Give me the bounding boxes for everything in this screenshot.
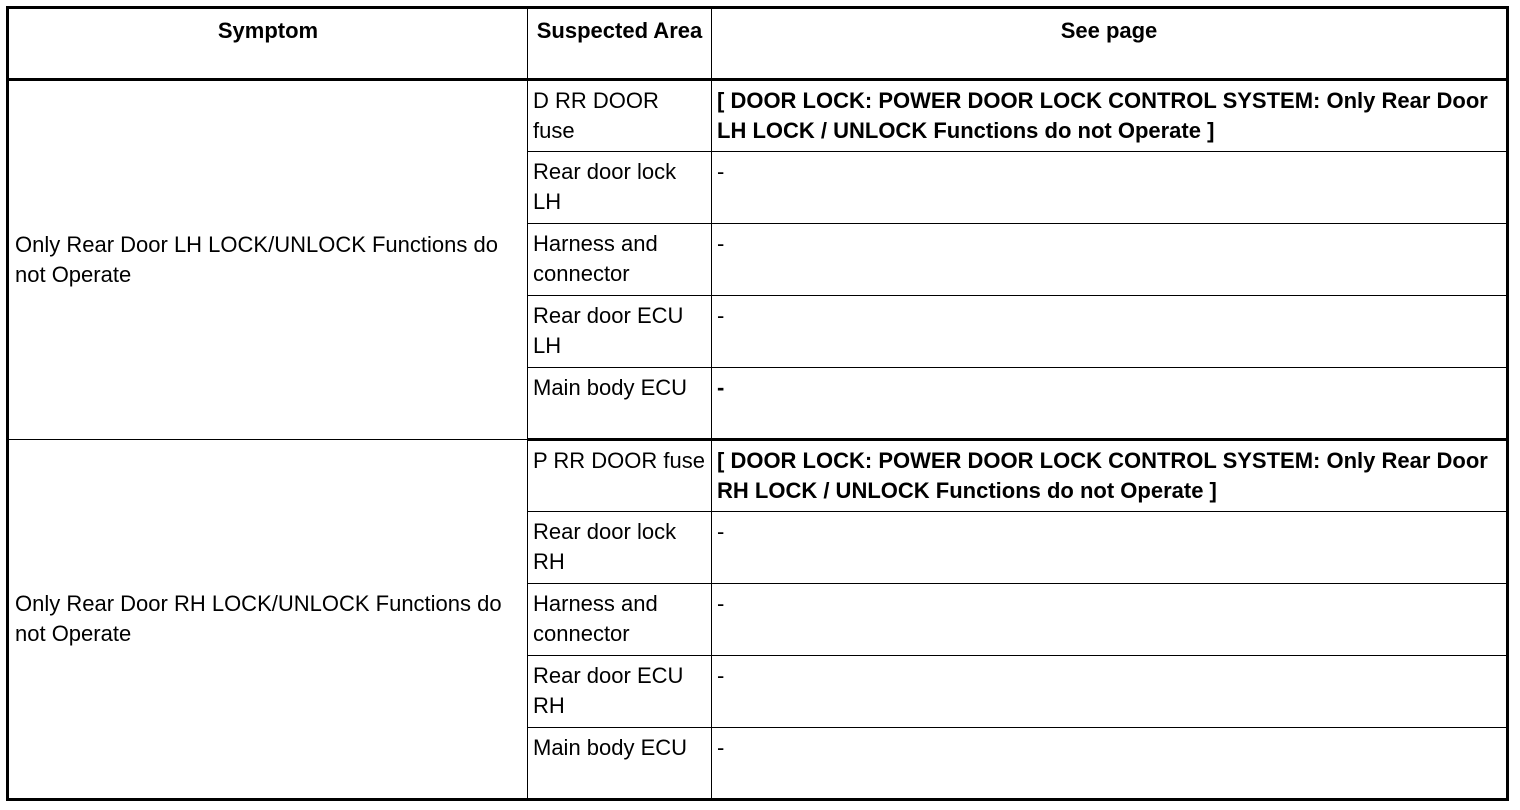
see-page-cell: - [712, 656, 1508, 728]
see-page-cell: - [712, 152, 1508, 224]
table-body [8, 80, 1508, 800]
suspected-area-cell: Rear door ECU RH [528, 656, 712, 728]
suspected-area-cell: Rear door lock RH [528, 512, 712, 584]
table-header [8, 8, 1508, 80]
suspected-area-cell: Main body ECU [528, 728, 712, 800]
see-page-cell: - [712, 368, 1508, 440]
suspected-area-cell: D RR DOOR fuse [528, 80, 712, 152]
table-row [8, 80, 1508, 152]
see-page-cell: - [712, 728, 1508, 800]
see-page-cell: - [712, 512, 1508, 584]
header-row [8, 8, 1508, 80]
symptom-cell: Only Rear Door RH LOCK/UNLOCK Functions do not Operate [8, 440, 528, 800]
suspected-area-cell: Rear door lock LH [528, 152, 712, 224]
see-page-link[interactable]: [ DOOR LOCK: POWER DOOR LOCK CONTROL SYSTEM: Only Rear Door RH LOCK / UNLOCK Functions do not Operate ] [712, 440, 1508, 512]
suspected-area-cell: Main body ECU [528, 368, 712, 440]
header-suspected-area: Suspected Area [528, 8, 712, 80]
see-page-cell: - [712, 296, 1508, 368]
see-page-cell: - [712, 584, 1508, 656]
see-page-cell: - [712, 224, 1508, 296]
symptom-cell: Only Rear Door LH LOCK/UNLOCK Functions do not Operate [8, 80, 528, 440]
suspected-area-cell: Harness and connector [528, 584, 712, 656]
header-symptom: Symptom [8, 8, 528, 80]
see-page-link[interactable]: [ DOOR LOCK: POWER DOOR LOCK CONTROL SYSTEM: Only Rear Door LH LOCK / UNLOCK Functions do not Operate ] [712, 80, 1508, 152]
suspected-area-cell: Harness and connector [528, 224, 712, 296]
table-row [8, 440, 1508, 512]
suspected-area-cell: P RR DOOR fuse [528, 440, 712, 512]
header-see-page: See page [712, 8, 1508, 80]
suspected-area-cell: Rear door ECU LH [528, 296, 712, 368]
troubleshooting-table [6, 6, 1509, 801]
